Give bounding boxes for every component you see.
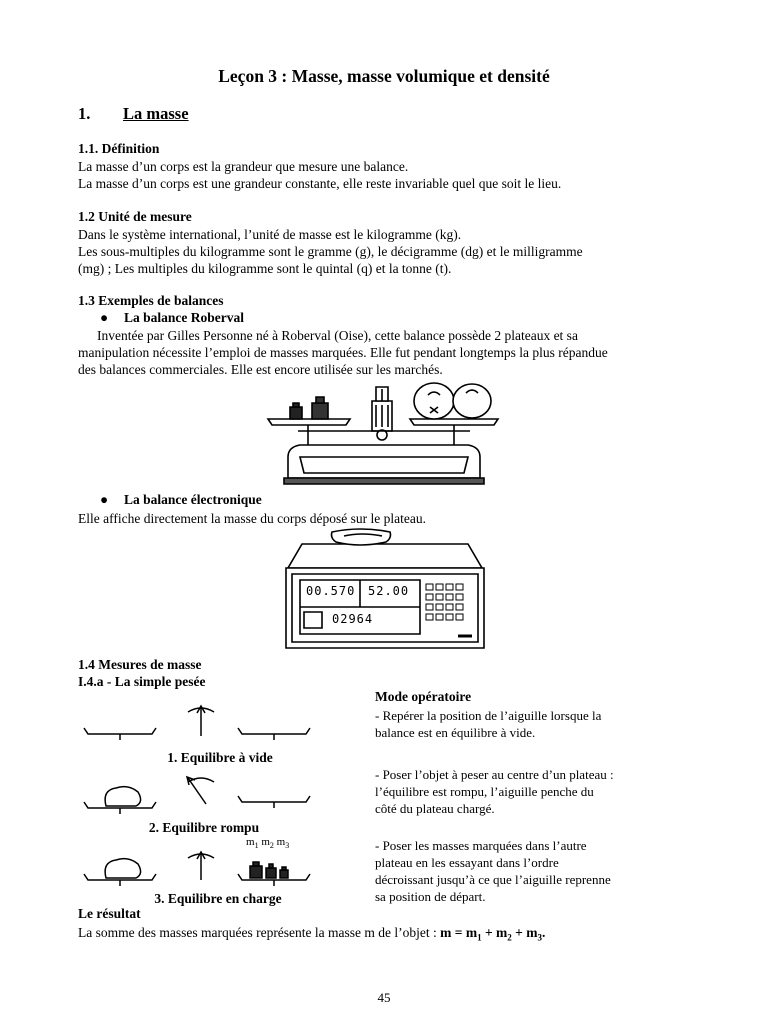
mass-label-index: 1 bbox=[254, 841, 259, 851]
unit-line: Dans le système international, l’unité de masse est le kilogramme (kg). bbox=[78, 227, 462, 242]
mode-line: - Repérer la position de l’aiguille lorsque la bbox=[375, 708, 602, 723]
diagram-equilibre-vide bbox=[80, 700, 320, 750]
bullet-roberval bbox=[100, 310, 244, 326]
bullet-dot: ● bbox=[100, 492, 109, 507]
formula-index: 3 bbox=[537, 932, 542, 943]
definition-line: La masse d’un corps est la grandeur que mesure une balance. bbox=[78, 159, 409, 174]
mode-line: balance est en équilibre à vide. bbox=[375, 725, 536, 740]
heading-definition: 1.1. Définition bbox=[78, 141, 160, 156]
caption-equilibre-charge: 3. Equilibre en charge bbox=[154, 891, 282, 906]
formula-index: 2 bbox=[507, 932, 512, 943]
heading-mesures: 1.4 Mesures de masse bbox=[78, 657, 202, 672]
mode-line: - Poser les masses marquées dans l’autre bbox=[375, 838, 587, 853]
formula-part: + m bbox=[511, 925, 538, 940]
roberval-line: des balances commerciales. Elle est encore utilisée sur les marchés. bbox=[78, 362, 443, 377]
formula-index: 1 bbox=[477, 932, 482, 943]
result-line bbox=[78, 924, 718, 947]
unit-line: Les sous-multiples du kilogramme sont le gramme (g), le décigramme (dg) et le milligramme bbox=[78, 244, 583, 259]
mass-label-m: m bbox=[261, 836, 270, 848]
bullet-dot: ● bbox=[100, 310, 109, 325]
caption-equilibre-vide: 1. Equilibre à vide bbox=[167, 750, 273, 765]
formula-part: . bbox=[541, 925, 546, 940]
unit-line: (mg) ; Les multiples du kilogramme sont le quintal (q) et la tonne (t). bbox=[78, 261, 452, 276]
mode-operatoire-title: Mode opératoire bbox=[375, 689, 472, 704]
heading-balances: 1.3 Exemples de balances bbox=[78, 293, 224, 308]
mass-label-index: 2 bbox=[269, 841, 274, 851]
mass-label-m: m bbox=[246, 836, 255, 848]
section-label: La masse bbox=[123, 104, 189, 123]
definition-line: La masse d’un corps est une grandeur constante, elle reste invariable quel que soit le lieu. bbox=[78, 176, 562, 191]
mode-line: côté du plateau chargé. bbox=[375, 801, 495, 816]
result-formula bbox=[440, 925, 546, 943]
mode-line: - Poser l’objet à peser au centre d’un plateau : bbox=[375, 767, 614, 782]
mode-line: plateau en les essayant dans l’ordre bbox=[375, 855, 559, 870]
mass-label-index: 3 bbox=[285, 841, 290, 851]
electronique-line: Elle affiche directement la masse du corps déposé sur le plateau. bbox=[78, 511, 426, 526]
diagram-equilibre-rompu bbox=[80, 772, 320, 818]
heading-unit: 1.2 Unité de mesure bbox=[78, 209, 192, 224]
heading-resultat: Le résultat bbox=[78, 906, 141, 921]
page-title: Leçon 3 : Masse, masse volumique et densité bbox=[218, 66, 550, 86]
mass-labels bbox=[246, 836, 289, 850]
display-weight: 00.570 bbox=[306, 584, 356, 598]
result-text: La somme des masses marquées représente la masse m de l’objet : bbox=[78, 925, 441, 940]
mass-label-m: m bbox=[276, 836, 286, 848]
formula-part: + m bbox=[481, 925, 508, 940]
mode-line: sa position de départ. bbox=[375, 889, 486, 904]
roberval-line: Inventée par Gilles Personne né à Roberval (Oise), cette balance possède 2 plateaux et sa bbox=[97, 328, 578, 343]
roberval-line: manipulation nécessite l’emploi de masses marquées. Elle fut pendant longtemps la plus répandue bbox=[78, 345, 608, 360]
bullet-label: La balance électronique bbox=[124, 492, 262, 507]
section-heading bbox=[78, 104, 189, 124]
mode-line: décroissant jusqu’à ce que l’aiguille reprenne bbox=[375, 872, 611, 887]
bullet-electronique bbox=[100, 492, 262, 508]
display-total: 02964 bbox=[332, 612, 374, 626]
caption-equilibre-rompu: 2. Equilibre rompu bbox=[148, 820, 260, 835]
mode-step-1 bbox=[375, 707, 675, 741]
page-number: 45 bbox=[377, 990, 391, 1005]
display-unit-price: 52.00 bbox=[368, 584, 410, 598]
section-number: 1. bbox=[78, 104, 91, 123]
electronic-balance-illustration bbox=[286, 528, 486, 653]
formula-part: m = m bbox=[440, 925, 478, 940]
mode-line: l’équilibre est rompu, l’aiguille penche du bbox=[375, 784, 594, 799]
roberval-balance-illustration bbox=[258, 383, 510, 489]
mode-step-3 bbox=[375, 837, 675, 905]
mode-step-2 bbox=[375, 766, 675, 817]
heading-simple-pesee: I.4.a - La simple pesée bbox=[78, 674, 206, 689]
bullet-label: La balance Roberval bbox=[124, 310, 244, 325]
